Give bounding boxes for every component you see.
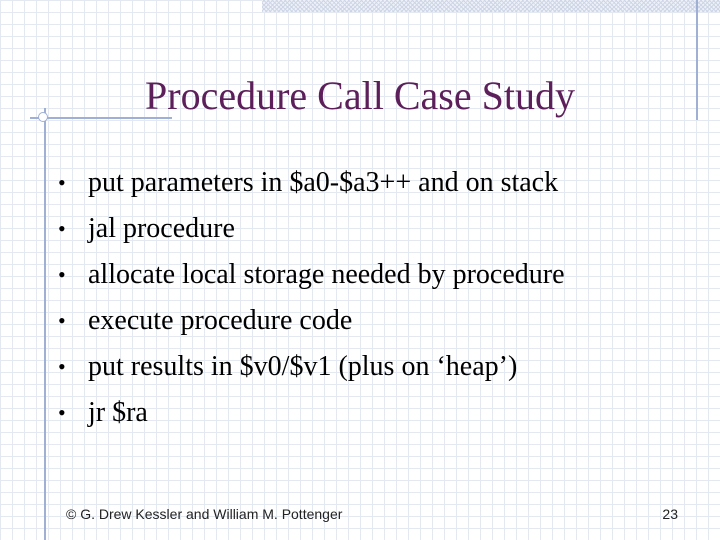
bullet-dot-icon: • <box>58 262 66 287</box>
bullet-text: execute procedure code <box>88 305 353 336</box>
bullet-item <box>58 160 565 206</box>
bullet-list <box>58 160 565 436</box>
bullet-dot-icon: • <box>58 216 66 241</box>
decorative-vertical-rule-right <box>696 0 698 120</box>
decorative-vertical-rule-left <box>44 108 46 540</box>
slide-title: Procedure Call Case Study <box>145 73 575 118</box>
bullet-item <box>58 390 565 436</box>
bullet-text: put parameters in $a0-$a3++ and on stack <box>88 167 559 198</box>
page-number: 23 <box>662 506 678 522</box>
decorative-ring-icon <box>38 112 48 122</box>
bullet-item <box>58 206 565 252</box>
footer-copyright: © G. Drew Kessler and William M. Pottenger <box>66 506 343 522</box>
bullet-dot-icon: • <box>58 354 66 379</box>
bullet-dot-icon: • <box>58 400 66 425</box>
bullet-text: jr $ra <box>88 397 148 428</box>
bullet-item <box>58 298 565 344</box>
bullet-dot-icon: • <box>58 170 66 195</box>
decorative-corner-band <box>262 0 720 12</box>
bullet-text: put results in $v0/$v1 (plus on ‘heap’) <box>88 351 518 382</box>
bullet-text: allocate local storage needed by procedure <box>88 259 565 290</box>
bullet-item <box>58 252 565 298</box>
bullet-dot-icon: • <box>58 308 66 333</box>
bullet-text: jal procedure <box>88 213 235 244</box>
bullet-item <box>58 344 565 390</box>
